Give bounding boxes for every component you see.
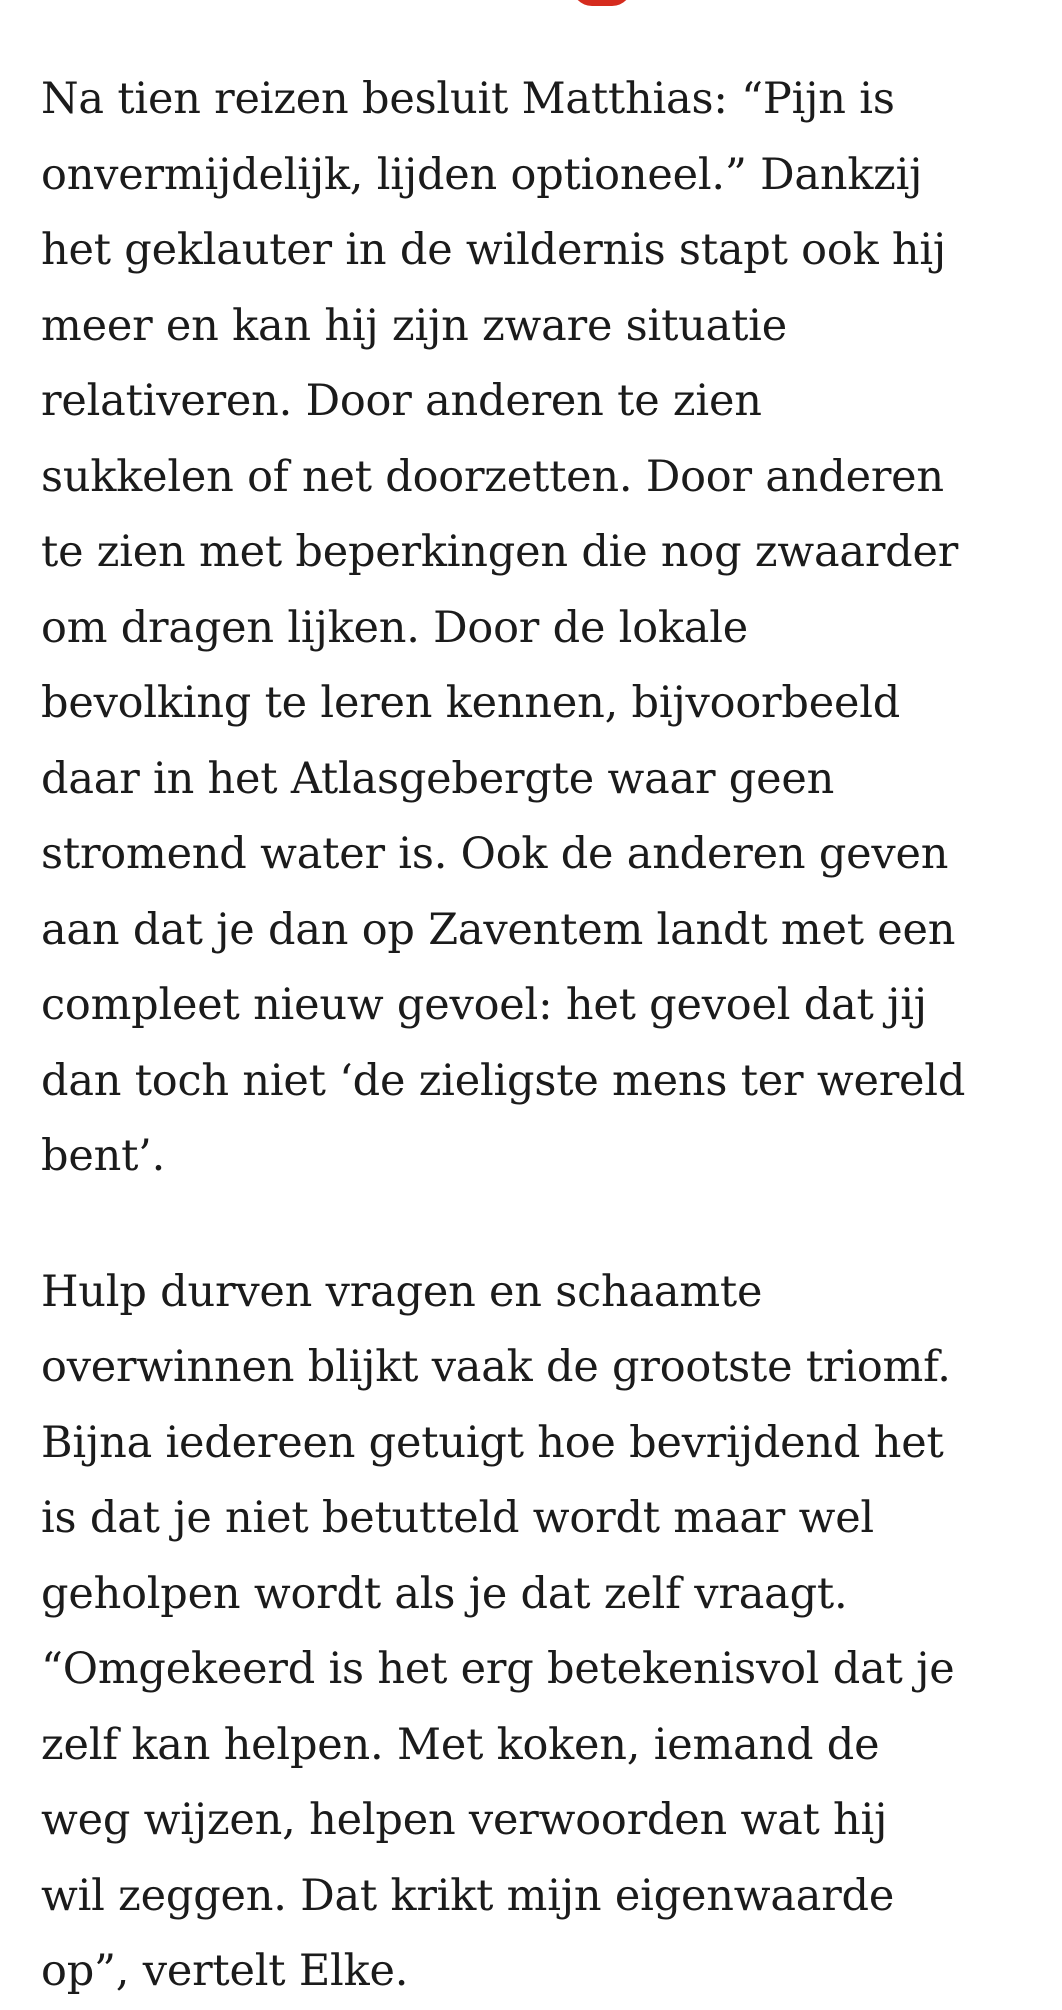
text-line: zelf kan helpen. Met koken, iemand de	[41, 1719, 880, 1770]
text-line: te zien met beperkingen die nog zwaarder	[41, 527, 959, 577]
text-line: “Omgekeerd is het erg betekenisvol dat je	[41, 1644, 955, 1694]
paragraph-hulp	[41, 1255, 1041, 2010]
text-line: dan toch niet ‘de zieligste mens ter wereld	[41, 1055, 966, 1106]
text-line: daar in het Atlasgebergte waar geen	[41, 753, 835, 804]
text-line: is dat je niet betutteld wordt maar wel	[41, 1493, 874, 1543]
text-line: sukkelen of net doorzetten. Door anderen	[41, 451, 944, 502]
text-line: om dragen lijken. Door de lokale	[41, 602, 749, 653]
text-line: het geklauter in de wildernis stapt ook hij	[41, 225, 947, 275]
text-line: Bijna iedereen getuigt hoe bevrijdend het	[41, 1417, 944, 1468]
heading-fragment-accent	[572, 0, 632, 6]
text-line: Hulp durven vragen en schaamte	[41, 1266, 763, 1317]
text-line: compleet nieuw gevoel: het gevoel dat jij	[41, 980, 927, 1030]
article-body	[41, 62, 1041, 2010]
text-line: meer en kan hij zijn zware situatie	[41, 300, 787, 351]
text-line: geholpen wordt als je dat zelf vraagt.	[41, 1568, 848, 1619]
text-line: wil zeggen. Dat krikt mijn eigenwaarde	[41, 1870, 895, 1921]
text-line: onvermijdelijk, lijden optioneel.” Dankzij	[41, 149, 923, 200]
text-line: aan dat je dan op Zaventem landt met een	[41, 904, 956, 955]
text-line: bevolking te leren kennen, bijvoorbeeld	[41, 678, 901, 728]
text-line: stromend water is. Ook de anderen geven	[41, 829, 949, 879]
text-line: relativeren. Door anderen te zien	[41, 376, 762, 426]
text-line: overwinnen blijkt vaak de grootste triomf.	[41, 1342, 951, 1392]
text-line: Na tien reizen besluit Matthias: “Pijn is	[41, 74, 895, 124]
text-line: bent’.	[41, 1131, 166, 1181]
text-line: op”, vertelt Elke.	[41, 1946, 409, 1996]
text-line: weg wijzen, helpen verwoorden wat hij	[41, 1795, 888, 1845]
paragraph-matthias	[41, 62, 1041, 1195]
